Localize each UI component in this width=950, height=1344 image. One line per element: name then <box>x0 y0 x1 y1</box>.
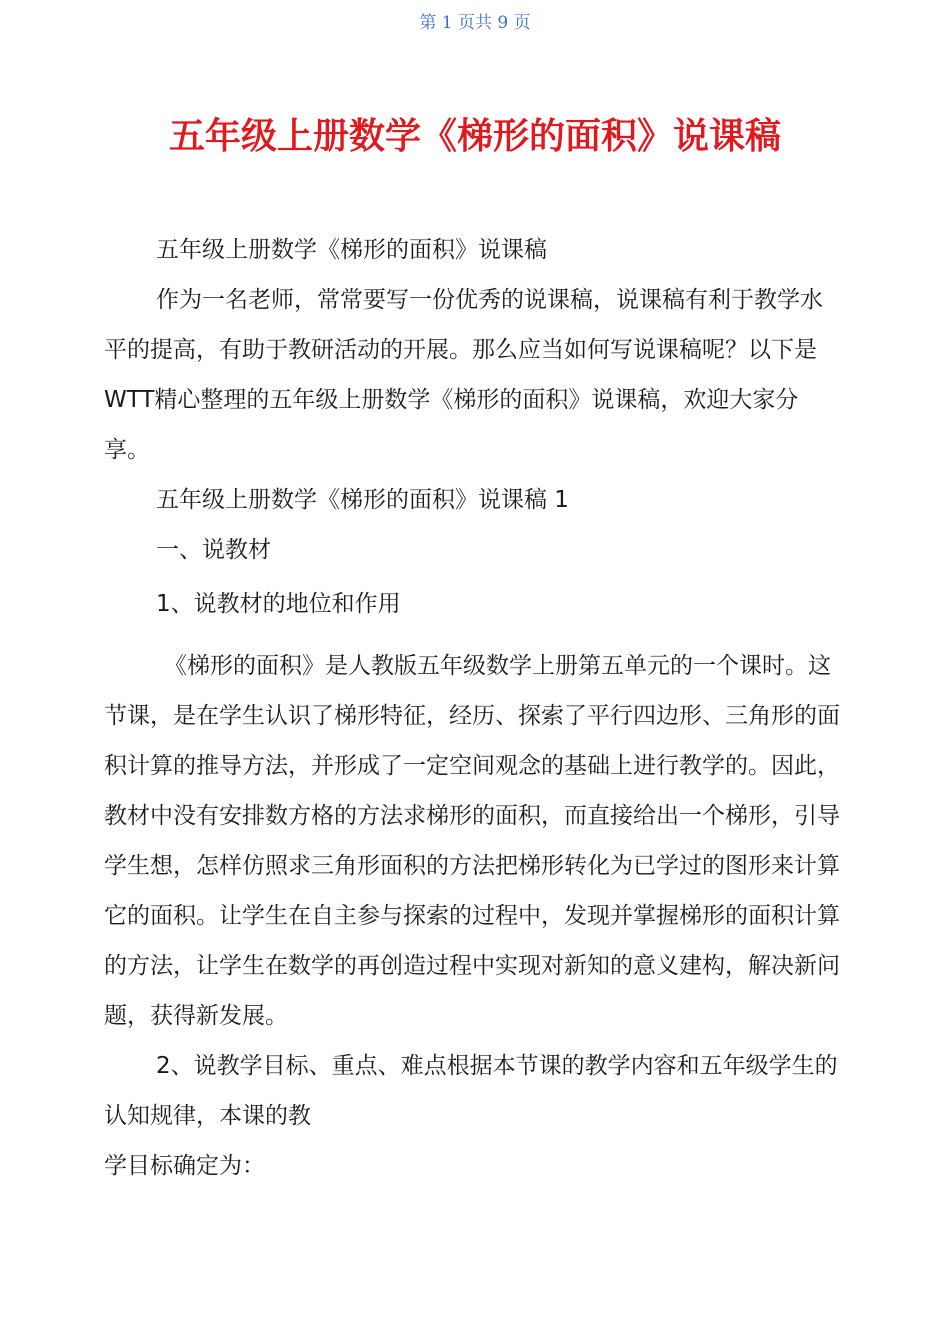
document-title: 五年级上册数学《梯形的面积》说课稿 <box>168 116 781 157</box>
paragraph-intro: 作为一名老师，常常要写一份优秀的说课稿，说课稿有利于教学水平的提高，有助于教研活动的开展。那么应当如何写说课稿呢？以下是WTT精心整理的五年级上册数学《梯形的面积》说课稿，欢迎大家分享。 <box>104 287 823 463</box>
heading-textbook: 一、说教材 <box>156 537 271 563</box>
paragraph-objectives: 2、说教学目标、重点、难点根据本节课的教学内容和五年级学生的认知规律，本课的教 <box>104 1053 838 1129</box>
page-indicator: 第 1 页共 9 页 <box>419 13 531 33</box>
document-body <box>104 225 844 1191</box>
paragraph-objectives-continued: 学目标确定为： <box>104 1153 265 1179</box>
heading-role: 1、说教材的地位和作用 <box>156 591 401 617</box>
paragraph-textbook-role: 《梯形的面积》是人教版五年级数学上册第五单元的一个课时。这节课，是在学生认识了梯形特征，经历、探索了平行四边形、三角形的面积计算的推导方法，并形成了一定空间观念的基础上进行教学的。因此，教材中没有安排数方格的方法求梯形的面积，而直接给出一个梯形，引导学生想，怎样仿照求三角形面积的方法把梯形转化为已学过的图形来计算它的面积。让学生在自主参与探索的过程中，发现并掌握梯形的面积计算的方法，让学生在数学的再创造过程中实现对新知的意义建构，解决新问题，获得新发展。 <box>104 653 840 1029</box>
paragraph-subtitle: 五年级上册数学《梯形的面积》说课稿 <box>156 237 547 263</box>
paragraph-section-title: 五年级上册数学《梯形的面积》说课稿 1 <box>156 487 569 513</box>
